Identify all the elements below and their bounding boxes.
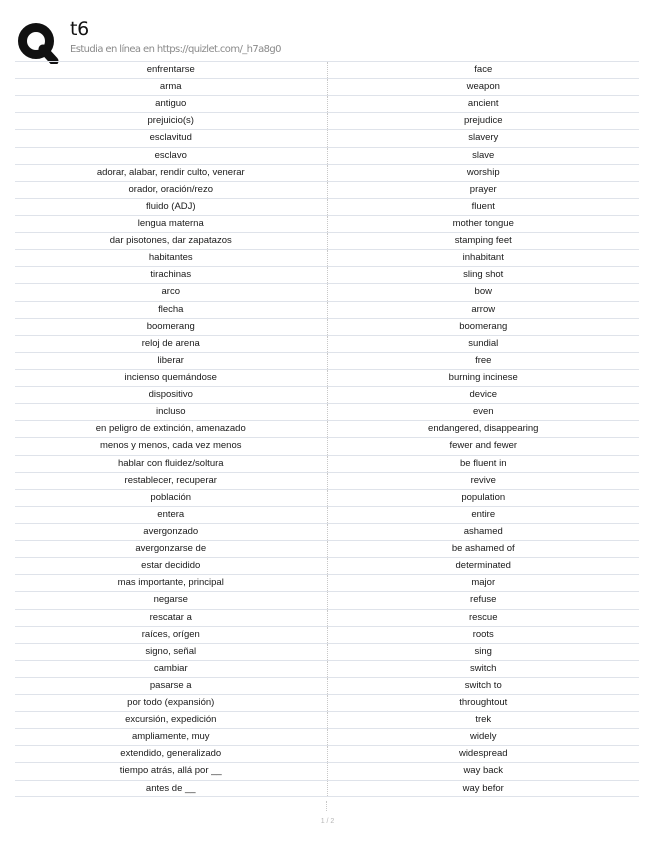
set-title: t6 bbox=[70, 18, 89, 40]
study-online-link[interactable]: Estudia en línea en https://quizlet.com/_h7a8g0 bbox=[70, 44, 281, 55]
term-text: excursión, expedición bbox=[15, 712, 328, 728]
term-row bbox=[15, 574, 639, 591]
definition-text: prejudice bbox=[463, 115, 503, 127]
definition-text: ashamed bbox=[463, 525, 503, 537]
definition-text: entire bbox=[471, 508, 496, 520]
document-header bbox=[15, 14, 645, 60]
definition-text: roots bbox=[472, 628, 494, 640]
definition-text: device bbox=[469, 389, 497, 401]
definition-text: fluent bbox=[471, 200, 495, 212]
term-text: incluso bbox=[15, 404, 328, 420]
term-row bbox=[15, 745, 639, 762]
term-row bbox=[15, 266, 639, 283]
term-row bbox=[15, 95, 639, 112]
term-text: boomerang bbox=[15, 319, 328, 335]
page-number: 1 / 2 bbox=[320, 818, 335, 825]
term-row bbox=[15, 591, 639, 608]
term-text: esclavo bbox=[15, 148, 328, 164]
term-row bbox=[15, 728, 639, 745]
term-text: estar decidido bbox=[15, 558, 328, 574]
definition-text: arrow bbox=[471, 303, 496, 315]
definition-text: worship bbox=[466, 166, 500, 178]
term-row bbox=[15, 78, 639, 95]
definition-text: weapon bbox=[466, 81, 500, 93]
term-text: ampliamente, muy bbox=[15, 729, 328, 745]
definition-text: widely bbox=[470, 731, 497, 743]
term-text: tirachinas bbox=[15, 267, 328, 283]
term-text: tiempo atrás, allá por __ bbox=[15, 763, 328, 779]
term-row bbox=[15, 677, 639, 694]
definition-text: stamping feet bbox=[454, 235, 512, 247]
term-row bbox=[15, 403, 639, 420]
definition-text: switch bbox=[470, 662, 497, 674]
definition-text: prayer bbox=[469, 183, 497, 195]
definition-text: boomerang bbox=[459, 320, 508, 332]
term-row bbox=[15, 112, 639, 129]
term-text: extendido, generalizado bbox=[15, 746, 328, 762]
term-text: habitantes bbox=[15, 250, 328, 266]
term-text: orador, oración/rezo bbox=[15, 182, 328, 198]
flashcard-terms-table bbox=[15, 61, 639, 797]
term-text: esclavitud bbox=[15, 130, 328, 146]
term-text: antes de __ bbox=[15, 781, 328, 796]
definition-text: throughtout bbox=[459, 697, 508, 709]
definition-text: way befor bbox=[462, 782, 504, 794]
definition-text: major bbox=[471, 577, 496, 589]
term-row bbox=[15, 369, 639, 386]
term-text: liberar bbox=[15, 353, 328, 369]
term-text: por todo (expansión) bbox=[15, 695, 328, 711]
definition-text: refuse bbox=[470, 594, 497, 606]
term-row bbox=[15, 335, 639, 352]
term-row bbox=[15, 301, 639, 318]
term-text: entera bbox=[15, 507, 328, 523]
term-row bbox=[15, 232, 639, 249]
term-row bbox=[15, 61, 639, 78]
term-text: menos y menos, cada vez menos bbox=[15, 438, 328, 454]
term-text: prejuicio(s) bbox=[15, 113, 328, 129]
definition-text: burning incinese bbox=[448, 371, 518, 383]
definition-text: free bbox=[475, 354, 492, 366]
term-text: avergonzado bbox=[15, 524, 328, 540]
term-text: fluido (ADJ) bbox=[15, 199, 328, 215]
term-row bbox=[15, 215, 639, 232]
definition-text: bow bbox=[474, 286, 492, 298]
definition-text: widespread bbox=[458, 748, 508, 760]
term-text: en peligro de extinción, amenazado bbox=[15, 421, 328, 437]
term-row bbox=[15, 711, 639, 728]
term-row bbox=[15, 523, 639, 540]
term-row bbox=[15, 249, 639, 266]
definition-text: endangered, disappearing bbox=[428, 423, 539, 435]
term-row bbox=[15, 762, 639, 779]
definition-text: face bbox=[474, 64, 493, 75]
term-row bbox=[15, 506, 639, 523]
definition-text: revive bbox=[470, 474, 496, 486]
term-row bbox=[15, 489, 639, 506]
term-row bbox=[15, 694, 639, 711]
term-text: arma bbox=[15, 79, 328, 95]
term-text: reloj de arena bbox=[15, 336, 328, 352]
term-row bbox=[15, 609, 639, 626]
term-row bbox=[15, 472, 639, 489]
term-text: población bbox=[15, 490, 328, 506]
definition-text: even bbox=[472, 406, 494, 418]
column-divider-end bbox=[326, 801, 327, 811]
definition-text: fewer and fewer bbox=[449, 440, 518, 452]
definition-text: determinated bbox=[455, 560, 511, 572]
term-row bbox=[15, 660, 639, 677]
term-text: flecha bbox=[15, 302, 328, 318]
term-text: restablecer, recuperar bbox=[15, 473, 328, 489]
definition-text: be fluent in bbox=[460, 457, 507, 469]
term-text: raíces, orígen bbox=[15, 627, 328, 643]
term-text: avergonzarse de bbox=[15, 541, 328, 557]
term-text: enfrentarse bbox=[15, 62, 328, 78]
definition-text: mother tongue bbox=[452, 217, 514, 229]
term-row bbox=[15, 129, 639, 146]
term-text: adorar, alabar, rendir culto, venerar bbox=[15, 165, 328, 181]
term-row bbox=[15, 557, 639, 574]
term-row bbox=[15, 420, 639, 437]
definition-text: be ashamed of bbox=[451, 543, 515, 555]
definition-text: sundial bbox=[468, 337, 499, 349]
definition-text: population bbox=[461, 491, 506, 503]
term-row bbox=[15, 437, 639, 454]
term-text: antiguo bbox=[15, 96, 328, 112]
term-row bbox=[15, 318, 639, 335]
term-row bbox=[15, 164, 639, 181]
definition-text: slave bbox=[472, 149, 495, 161]
definition-text: trek bbox=[475, 714, 492, 726]
definition-text: ancient bbox=[467, 98, 499, 110]
term-row bbox=[15, 198, 639, 215]
term-row bbox=[15, 283, 639, 300]
term-text: rescatar a bbox=[15, 610, 328, 626]
definition-text: sing bbox=[474, 645, 492, 657]
definition-text: sling shot bbox=[463, 269, 504, 281]
term-row bbox=[15, 540, 639, 557]
term-text: lengua materna bbox=[15, 216, 328, 232]
term-text: cambiar bbox=[15, 661, 328, 677]
term-text: negarse bbox=[15, 592, 328, 608]
term-text: arco bbox=[15, 284, 328, 300]
definition-text: way back bbox=[463, 765, 504, 777]
term-text: dispositivo bbox=[15, 387, 328, 403]
term-text: incienso quemándose bbox=[15, 370, 328, 386]
term-text: mas importante, principal bbox=[15, 575, 328, 591]
term-text: dar pisotones, dar zapatazos bbox=[15, 233, 328, 249]
definition-text: switch to bbox=[464, 679, 502, 691]
term-row bbox=[15, 386, 639, 403]
term-row bbox=[15, 181, 639, 198]
quizlet-logo-icon bbox=[17, 22, 59, 64]
term-row bbox=[15, 455, 639, 472]
term-row bbox=[15, 780, 639, 797]
term-text: hablar con fluidez/soltura bbox=[15, 456, 328, 472]
term-row bbox=[15, 147, 639, 164]
definition-text: rescue bbox=[468, 611, 498, 623]
term-text: signo, señal bbox=[15, 644, 328, 660]
term-row bbox=[15, 643, 639, 660]
term-row bbox=[15, 626, 639, 643]
term-row bbox=[15, 352, 639, 369]
term-text: pasarse a bbox=[15, 678, 328, 694]
definition-text: inhabitant bbox=[462, 252, 504, 264]
definition-text: slavery bbox=[468, 132, 499, 144]
